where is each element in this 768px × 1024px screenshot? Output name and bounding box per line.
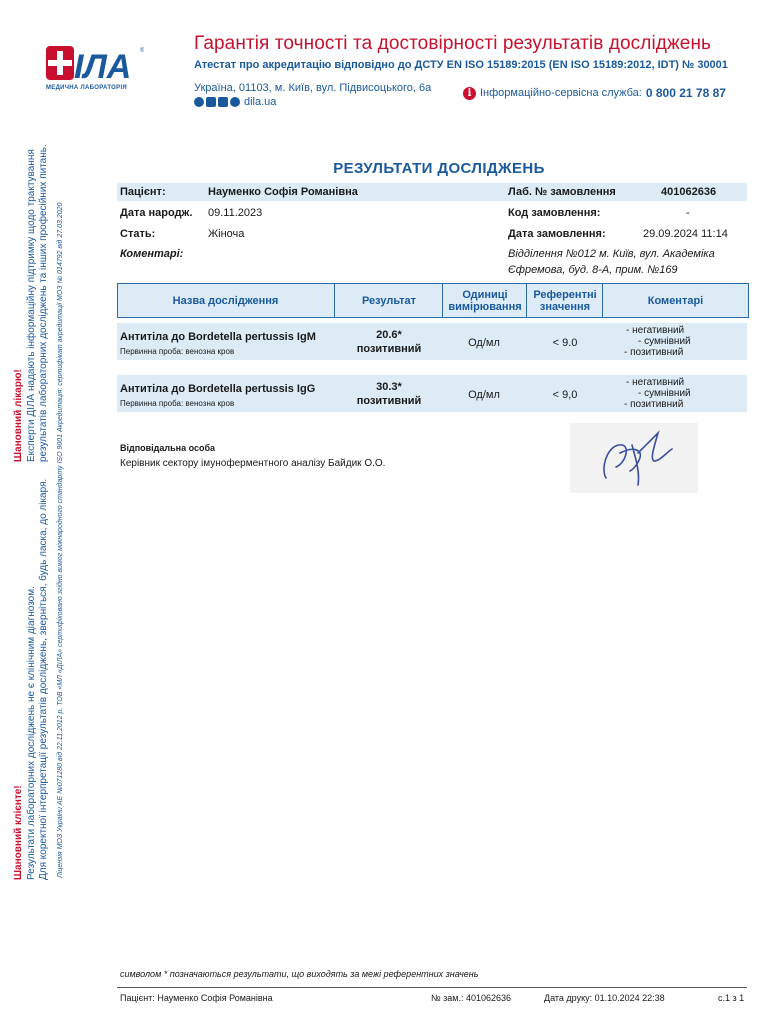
col-reference: Референтні значення: [526, 284, 603, 317]
sex-label: Стать:: [120, 228, 156, 240]
table-row: [117, 323, 747, 360]
col-units: Одиниці вимірювання: [442, 284, 527, 317]
patient-label: Пацієнт:: [120, 186, 166, 198]
result-value: [339, 380, 439, 408]
result-number: 30.3*: [376, 381, 402, 393]
info-icon: i: [463, 87, 476, 100]
order-code-label: Код замовлення:: [508, 207, 601, 219]
doctor-notice-line2: результатів лабораторних досліджень та інших професійних питань.: [38, 144, 49, 462]
doctor-notice-title: Шановний лікарю!: [13, 369, 24, 462]
comment-negative: - негативний: [626, 377, 685, 388]
comment-doubtful: - сумнівний: [638, 388, 691, 399]
facebook-icon[interactable]: [206, 97, 216, 107]
result-value: [339, 328, 439, 356]
order-date-label: Дата замовлення:: [508, 228, 606, 240]
instagram-icon[interactable]: [218, 97, 228, 107]
comments-label: Коментарі:: [120, 248, 184, 260]
result-reference: < 9,0: [552, 389, 578, 401]
test-name: Антитіла до Bordetella pertussis IgM: [120, 331, 316, 343]
logo-subtitle: МЕДИЧНА ЛАБОРАТОРІЯ: [46, 85, 128, 91]
header-title: Гарантія точності та достовірності результатів досліджень: [194, 33, 712, 54]
test-sample: Первинна проба: венозна кров: [120, 347, 235, 356]
dob-row: [117, 204, 747, 222]
client-notice-title: Шановний клієнте!: [13, 785, 24, 880]
responsible-person: Керівник сектору імуноферментного аналізу Байдик О.О.: [120, 458, 386, 469]
license-text: Ліцензія МОЗ України АЕ №071280 від 22.11.2012 р. ТОВ «МЛ «ДІЛА» сертифіковано згідно вимог міжнародного стандарту ISO 9001 Акредитація: сертифікат акредитації МОЗ № 014792 від 27.03.2020: [57, 202, 64, 878]
result-reference: < 9.0: [552, 337, 578, 349]
social-links[interactable]: [194, 96, 276, 108]
branch-address: [508, 246, 748, 278]
svg-text:ІЛА: ІЛА: [74, 48, 132, 86]
website-link[interactable]: dila.ua: [244, 96, 277, 108]
doctor-notice-line1: Експерти ДІЛА надають інформаційну підтримку щодо трактування: [26, 149, 37, 462]
footer-page: с.1 з 1: [718, 993, 745, 1003]
lab-address: Україна, 01103, м. Київ, вул. Підвисоцького, 6а: [194, 82, 432, 94]
col-comments: Коментарі: [602, 284, 748, 317]
order-date-value: 29.09.2024 11:14: [643, 228, 728, 240]
test-name: Антитіла до Bordetella pertussis IgG: [120, 383, 316, 395]
dila-logo: [44, 42, 144, 100]
footer-divider: [117, 987, 747, 988]
result-unit: Од/мл: [468, 337, 500, 349]
patient-row: [117, 183, 747, 201]
responsible-label: Відповідальна особа: [120, 443, 216, 453]
result-interpretation: позитивний: [356, 343, 422, 355]
lab-order-number: 401062636: [661, 186, 717, 198]
dob-value: 09.11.2023: [208, 207, 263, 219]
sex-value: Жіноча: [208, 228, 245, 240]
branch-line2: Єфремова, буд. 8-А, прим. №169: [508, 264, 678, 276]
service-label: Інформаційно-сервісна служба:: [480, 87, 642, 99]
order-code-value: -: [686, 207, 690, 219]
patient-name: Науменко Софія Романівна: [208, 186, 358, 198]
col-test-name: Назва дослідження: [172, 294, 279, 307]
result-number: 20.6*: [376, 329, 402, 341]
sex-row: [117, 225, 747, 243]
footer-order-number: № зам.: 401062636: [431, 993, 512, 1003]
client-notice-line2: Для коректної інтерпретації результатів досліджень, зверніться, будь ласка, до лікаря.: [38, 478, 49, 880]
branch-line1: Відділення №012 м. Київ, вул. Академіка: [508, 248, 715, 260]
accreditation-text: Атестат про акредитацію відповідно до ДСТУ EN ISO 15189:2015 (EN ISO 15189:2012, IDT) № 30001: [194, 59, 728, 71]
results-title: РЕЗУЛЬТАТИ ДОСЛІДЖЕНЬ: [333, 160, 545, 177]
comment-negative: - негативний: [626, 325, 685, 336]
footnote: символом * позначаються результати, що виходять за межі референтних значень: [120, 969, 479, 979]
signature-image: [570, 423, 698, 493]
youtube-icon[interactable]: [230, 97, 240, 107]
comment-positive: - позитивний: [624, 399, 684, 410]
lab-order-label: Лаб. № замовлення: [508, 186, 616, 198]
results-table-header: [117, 283, 749, 318]
comment-doubtful: - сумнівний: [638, 336, 691, 347]
footer-patient: Пацієнт: Науменко Софія Романівна: [120, 993, 273, 1003]
client-notice-line1: Результати лабораторних досліджень не є клінічним діагнозом.: [26, 586, 37, 880]
footer-print-date: Дата друку: 01.10.2024 22:38: [544, 993, 665, 1003]
result-unit: Од/мл: [468, 389, 500, 401]
service-line: [463, 86, 726, 100]
svg-text:®: ®: [140, 48, 144, 54]
service-phone[interactable]: 0 800 21 78 87: [645, 86, 726, 100]
result-interpretation: позитивний: [356, 395, 422, 407]
col-result: Результат: [334, 284, 443, 317]
comment-positive: - позитивний: [624, 347, 684, 358]
globe-icon[interactable]: [194, 97, 204, 107]
test-sample: Первинна проба: венозна кров: [120, 399, 235, 408]
dob-label: Дата народж.: [120, 207, 193, 219]
table-row: [117, 375, 747, 412]
